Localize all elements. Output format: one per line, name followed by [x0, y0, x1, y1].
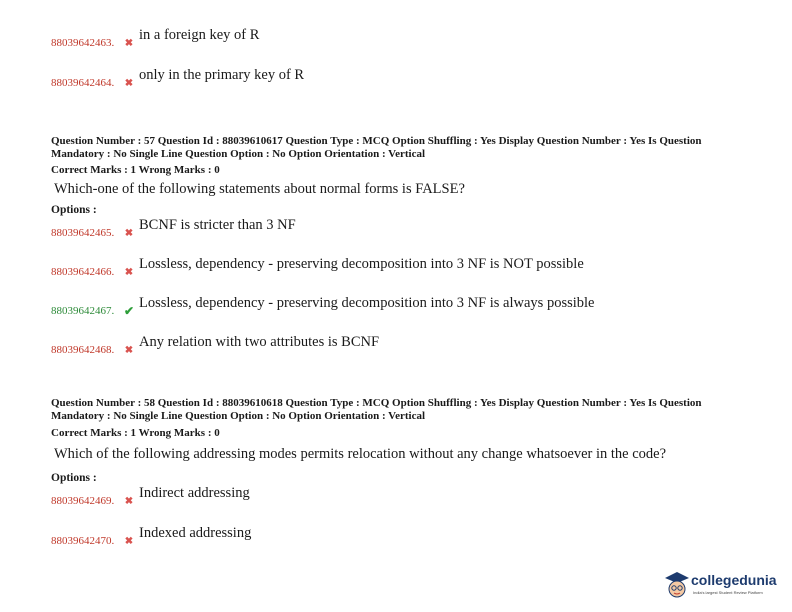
option-text: only in the primary key of R	[139, 67, 305, 83]
option-id: 88039642463.	[51, 37, 115, 49]
question-meta: Question Number : 58 Question Id : 88039610618 Question Type : MCQ Option Shuffling : Yes Display Question Number : Yes Is Question Mandatory : No Single Line Question Option : No Option Orientation : Vertical	[51, 397, 702, 422]
cross-icon: ✖	[124, 228, 134, 239]
cross-icon: ✖	[124, 496, 134, 507]
cross-icon: ✖	[124, 345, 134, 356]
option-text: Lossless, dependency - preserving decomposition into 3 NF is NOT possible	[139, 256, 584, 272]
question-marks: Correct Marks : 1 Wrong Marks : 0	[51, 164, 220, 176]
option-row	[51, 256, 584, 278]
mascot-icon	[663, 570, 691, 602]
options-label: Options :	[51, 472, 97, 484]
question-text: Which-one of the following statements about normal forms is FALSE?	[54, 181, 465, 197]
option-id: 88039642470.	[51, 535, 115, 547]
option-text: Any relation with two attributes is BCNF	[139, 334, 380, 350]
option-text: Indexed addressing	[139, 525, 252, 541]
cross-icon: ✖	[124, 536, 134, 547]
option-row	[51, 485, 250, 507]
option-id: 88039642468.	[51, 344, 115, 356]
options-label: Options :	[51, 204, 97, 216]
option-id: 88039642465.	[51, 227, 115, 239]
question-marks: Correct Marks : 1 Wrong Marks : 0	[51, 427, 220, 439]
option-row	[51, 217, 296, 239]
option-id: 88039642466.	[51, 266, 115, 278]
question-meta: Question Number : 57 Question Id : 88039610617 Question Type : MCQ Option Shuffling : Yes Display Question Number : Yes Is Question Mandatory : No Single Line Question Option : No Option Orientation : Vertical	[51, 135, 702, 160]
option-text: Lossless, dependency - preserving decomposition into 3 NF is always possible	[139, 295, 595, 311]
option-row	[51, 27, 260, 49]
option-text: in a foreign key of R	[139, 27, 260, 43]
option-id: 88039642464.	[51, 77, 115, 89]
option-id: 88039642469.	[51, 495, 115, 507]
brand-name: collegedunia	[691, 572, 777, 588]
option-row	[51, 334, 380, 356]
cross-icon: ✖	[124, 38, 134, 49]
option-text: Indirect addressing	[139, 485, 250, 501]
brand-tagline: India's largest Student Review Platform	[693, 590, 763, 595]
question-text: Which of the following addressing modes permits relocation without any change whatsoever in the code?	[54, 446, 667, 462]
option-row	[51, 295, 595, 318]
option-id: 88039642467.	[51, 305, 115, 317]
cross-icon: ✖	[124, 78, 134, 89]
option-row	[51, 67, 305, 89]
option-row	[51, 525, 252, 547]
check-icon: ✔	[123, 304, 135, 318]
cross-icon: ✖	[124, 267, 134, 278]
option-text: BCNF is stricter than 3 NF	[139, 217, 296, 233]
collegedunia-logo	[663, 570, 788, 604]
